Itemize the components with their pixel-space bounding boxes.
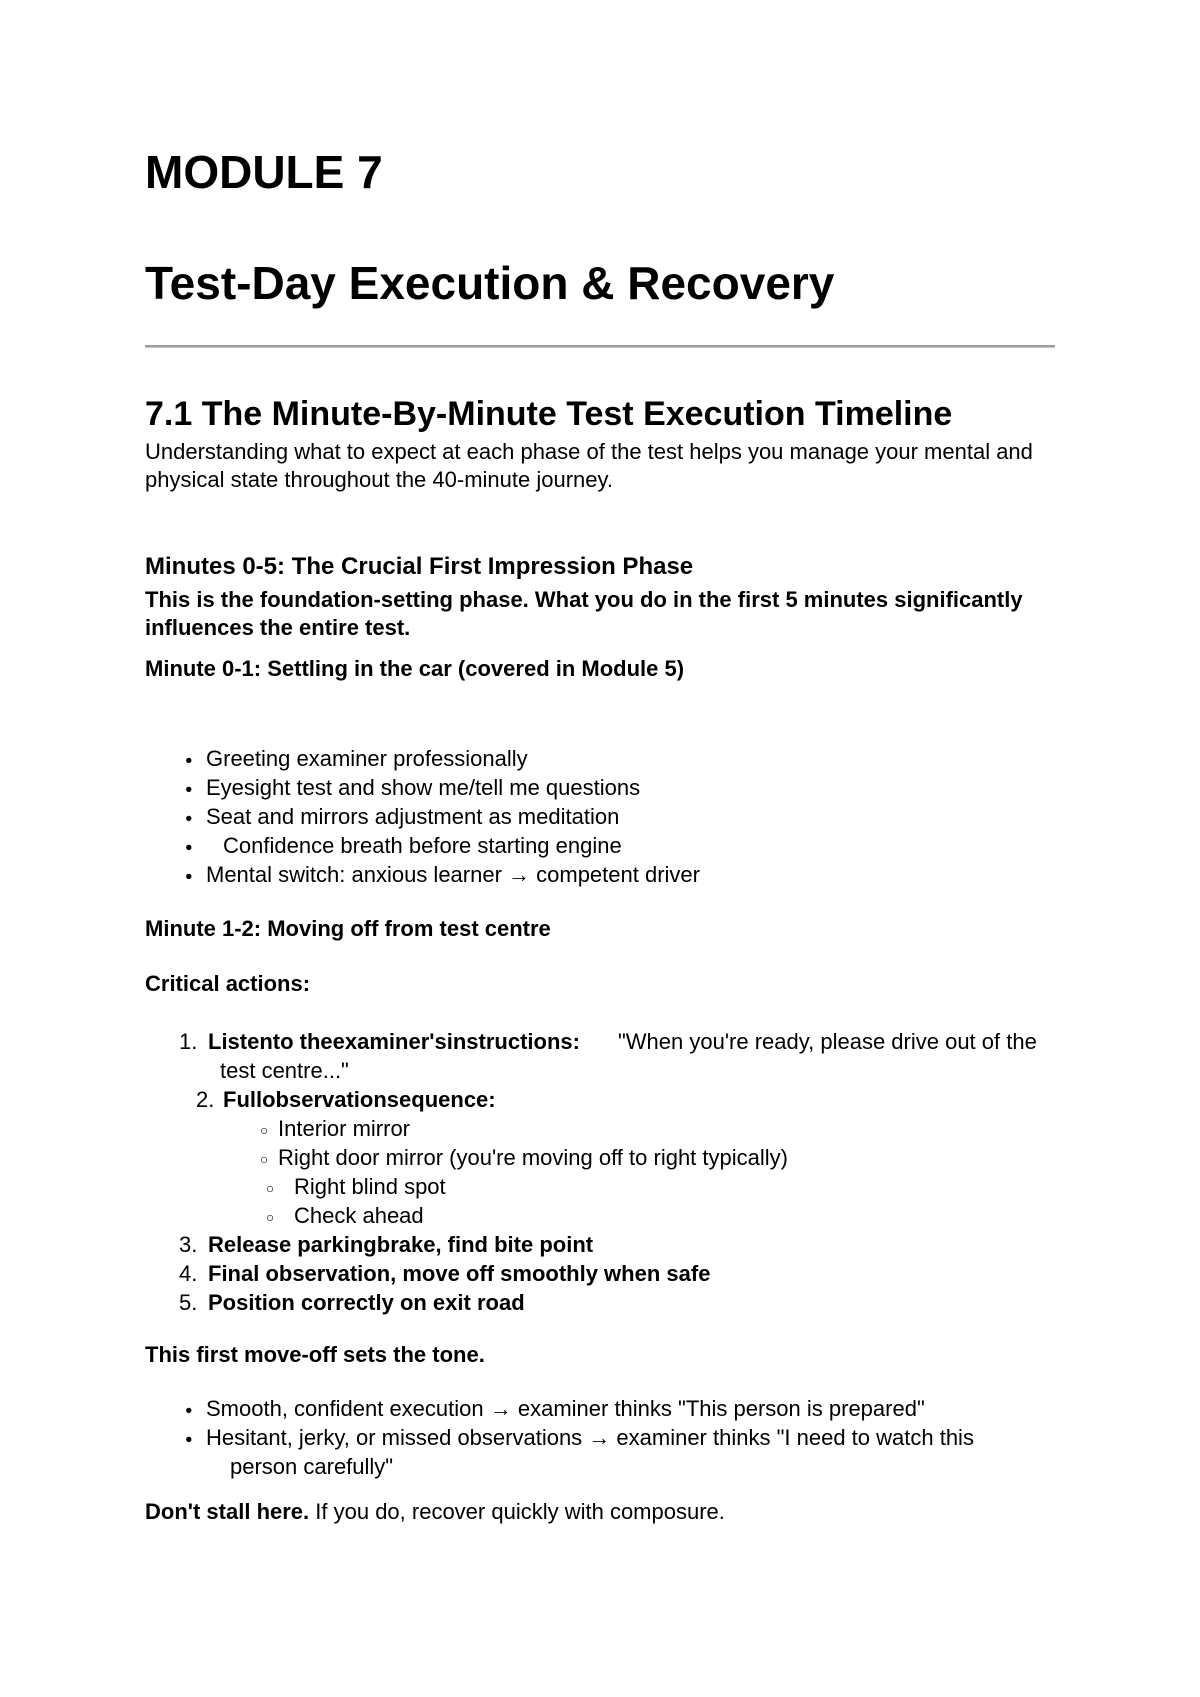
bullet-icon: ●: [185, 782, 193, 796]
list-item-text: Seat and mirrors adjustment as meditation: [206, 804, 620, 829]
circle-bullet-icon: ○: [260, 1152, 269, 1167]
minute-1-2-heading: Minute 1-2: Moving off from test centre: [145, 916, 551, 941]
step-item: [145, 1259, 1055, 1288]
circle-bullet-icon: ○: [266, 1210, 275, 1225]
sub-bullet-text: Interior mirror: [278, 1116, 411, 1141]
phase-heading: Minutes 0-5: The Crucial First Impression Phase: [145, 553, 694, 580]
list-item: [145, 831, 1055, 860]
step-bold-text: Listento theexaminer'sinstructions:: [208, 1029, 580, 1054]
step-number: 5.: [179, 1290, 198, 1315]
bullet-icon: ●: [185, 811, 193, 825]
sub-bullet-item: [145, 1143, 1055, 1172]
tone-bullet-list: [145, 1394, 1055, 1481]
step-item: [145, 1288, 1055, 1317]
text-line: This is the foundation-setting phase. What you do in the first 5 minutes significantly: [145, 587, 1023, 612]
text-line: Hesitant, jerky, or missed observations → examiner thinks "I need to watch this: [206, 1425, 974, 1450]
document-title: Test-Day Execution & Recovery: [145, 257, 835, 309]
step-number: 2.: [196, 1087, 215, 1112]
step-bold-text: Fullobservationsequence:: [223, 1087, 496, 1112]
text-line: Understanding what to expect at each phase of the test helps you manage your mental and: [145, 439, 1033, 464]
settling-bullet-list: [145, 744, 1055, 889]
bullet-icon: ●: [185, 753, 193, 767]
sub-bullet-item: [145, 1172, 1055, 1201]
list-item-text: Eyesight test and show me/tell me questions: [206, 775, 641, 800]
step-item: [145, 1085, 1055, 1114]
closing-rest-text: If you do, recover quickly with composure.: [309, 1499, 725, 1524]
bullet-icon: ●: [185, 869, 193, 883]
step-bold-text: Final observation, move off smoothly when safe: [208, 1261, 711, 1286]
step-quote-text: "When you're ready, please drive out of the: [617, 1029, 1037, 1054]
list-item: [145, 1423, 1055, 1481]
text-line: test centre...": [220, 1058, 349, 1083]
sub-bullet-text: Right door mirror (you're moving off to right typically): [278, 1145, 788, 1170]
minute-0-1-heading: Minute 0-1: Settling in the car (covered in Module 5): [145, 656, 685, 681]
text-line: influences the entire test.: [145, 615, 411, 640]
closing-paragraph: [145, 1498, 1055, 1526]
critical-actions-label: Critical actions:: [145, 971, 311, 996]
section-heading: 7.1 The Minute-By-Minute Test Execution Timeline: [145, 395, 953, 433]
sub-bullet-item: [145, 1201, 1055, 1230]
step-number: 4.: [179, 1261, 198, 1286]
step-bold-text: Release parkingbrake, find bite point: [208, 1232, 594, 1257]
critical-steps-list: [145, 1027, 1055, 1317]
text-line: physical state throughout the 40-minute journey.: [145, 467, 613, 492]
text-line: [208, 1027, 1055, 1056]
circle-bullet-icon: ○: [266, 1181, 275, 1196]
list-item: [145, 773, 1055, 802]
list-item-text: Mental switch: anxious learner → competent driver: [206, 862, 700, 887]
sub-bullet-text: Right blind spot: [294, 1174, 446, 1199]
text-line: person carefully": [230, 1454, 394, 1479]
document-content: [145, 0, 1055, 1526]
list-item: [145, 744, 1055, 773]
tone-lead-paragraph: This first move-off sets the tone.: [145, 1342, 485, 1367]
step-item: [145, 1027, 1055, 1085]
list-item: [145, 802, 1055, 831]
step-number: 3.: [179, 1232, 198, 1257]
bullet-icon: ●: [185, 840, 193, 854]
step-item: [145, 1230, 1055, 1259]
module-heading: MODULE 7: [145, 146, 383, 198]
phase-lead-paragraph: [145, 586, 1055, 642]
bullet-icon: ●: [185, 1403, 193, 1417]
sub-bullet-text: Check ahead: [294, 1203, 424, 1228]
bullet-icon: ●: [185, 1432, 193, 1446]
circle-bullet-icon: ○: [260, 1123, 269, 1138]
intro-paragraph: [145, 438, 1055, 494]
list-item-text: Smooth, confident execution → examiner thinks "This person is prepared": [206, 1396, 925, 1421]
sub-bullet-item: [145, 1114, 1055, 1143]
list-item: [145, 860, 1055, 889]
step-number: 1.: [179, 1029, 198, 1054]
list-item-text: Greeting examiner professionally: [206, 746, 528, 771]
horizontal-rule: [145, 345, 1055, 348]
list-item: [145, 1394, 1055, 1423]
closing-bold-text: Don't stall here.: [145, 1499, 310, 1524]
list-item-text: Confidence breath before starting engine: [223, 833, 622, 858]
step-bold-text: Position correctly on exit road: [208, 1290, 525, 1315]
